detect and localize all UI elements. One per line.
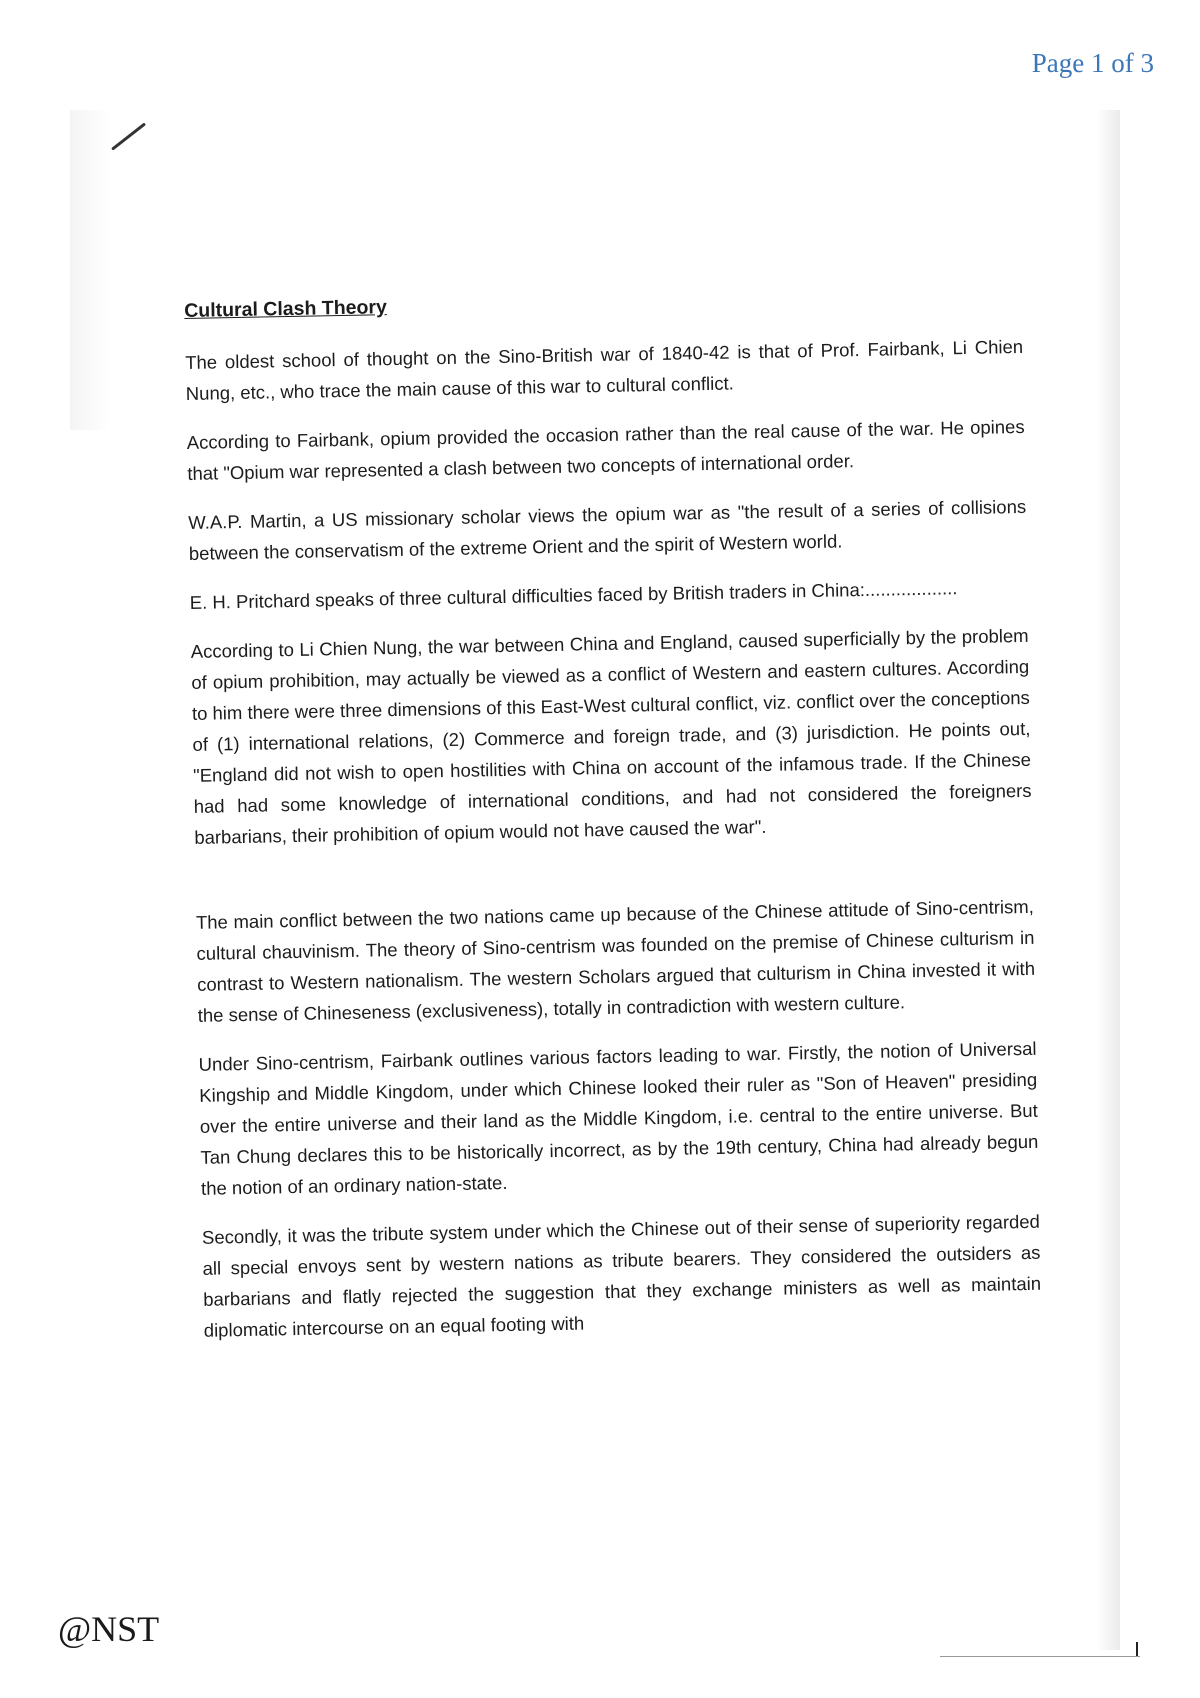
paragraph-2: According to Fairbank, opium provided the occasion rather than the real cause of the war. He opines that "Opium war represented a clash between two concepts of international order. bbox=[186, 415, 1025, 484]
scan-shadow-right bbox=[1096, 110, 1120, 1650]
bottom-tick-mark bbox=[1136, 1642, 1138, 1656]
author-signature: @NST bbox=[58, 1609, 160, 1649]
paragraph-3: W.A.P. Martin, a US missionary scholar views the opium war as "the result of a series of collisions between the conservatism of the extreme Orient and the spirit of Western world. bbox=[188, 495, 1027, 564]
pen-tick-mark bbox=[111, 122, 146, 150]
paragraph-8: Secondly, it was the tribute system under which the Chinese out of their sense of superiority regarded all special envoys sent by western nations as tribute bearers. They considered the outsiders as barbarians and flatly rejected the suggestion that they exchange ministers as well as maintain diplomatic intercourse on an equal footing with bbox=[201, 1210, 1042, 1341]
paragraph-5: According to Li Chien Nung, the war between China and England, caused superficially by the problem of opium prohibition, may actually be viewed as a conflict of Western and eastern cultures. According to him there were three dimensions of this East-West cultural conflict, viz. conflict over the conceptions of (1) international relations, (2) Commerce and foreign trade, and (3) jurisdiction. He points out, "England did not wish to open hostilities with China on account of the infamous trade. If the Chinese had had some knowledge of international conditions, and had not considered the foreigners barbarians, their prohibition of opium would not have caused the war". bbox=[190, 624, 1032, 848]
paragraph-4: E. H. Pritchard speaks of three cultural difficulties faced by British traders in China:.................. bbox=[189, 577, 958, 613]
document-body bbox=[184, 284, 1042, 1364]
section-heading: Cultural Clash Theory bbox=[184, 296, 388, 322]
paragraph-1: The oldest school of thought on the Sino-British war of 1840-42 is that of Prof. Fairbank, Li Chien Nung, etc., who trace the main cause of this war to cultural conflict. bbox=[184, 335, 1024, 404]
paragraph-6: The main conflict between the two nations came up because of the Chinese attitude of Sino-centrism, cultural chauvinism. The theory of Sino-centrism was founded on the premise of Chinese culturism in contrast to Western nationalism. The western Scholars argued that culturism in China invested it with the sense of Chineseness (exclusiveness), totally in contradiction with western culture. bbox=[195, 895, 1036, 1026]
bottom-rule bbox=[940, 1656, 1140, 1657]
scan-shadow-left bbox=[70, 110, 110, 430]
paragraph-7: Under Sino-centrism, Fairbank outlines various factors leading to war. Firstly, the notion of Universal Kingship and Middle Kingdom, under which Chinese looked their ruler as "Son of Heaven" presiding over the entire universe and their land as the Middle Kingdom, i.e. central to the entire universe. But Tan Chung declares this to be historically incorrect, as by the 19th century, China had already begun the notion of an ordinary nation-state. bbox=[198, 1037, 1039, 1199]
page-number: Page 1 of 3 bbox=[1031, 48, 1154, 78]
